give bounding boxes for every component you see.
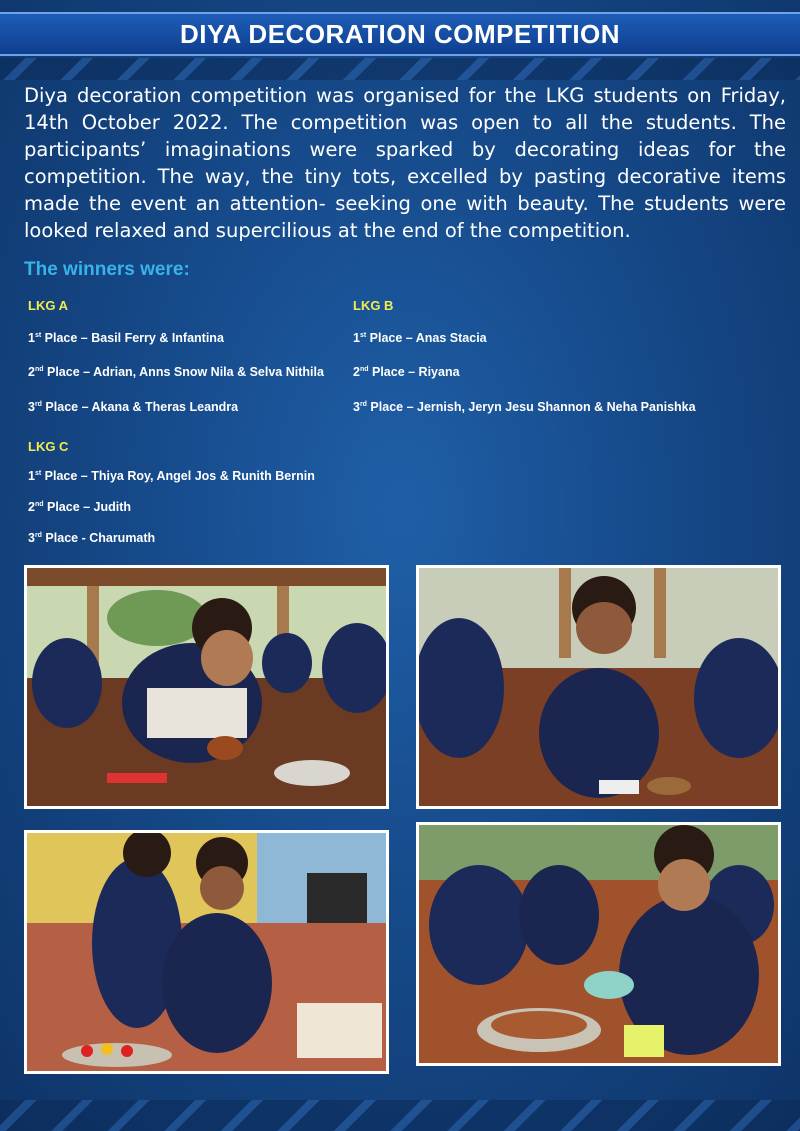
decorative-stripe-bottom (0, 1100, 800, 1131)
place-lkg-a-2: 2nd Place – Adrian, Anns Snow Nila & Selva Nithila (28, 365, 324, 379)
group-label-lkg-b: LKG B (353, 298, 394, 313)
photo-children-working (24, 830, 389, 1074)
winners-heading: The winners were: (24, 259, 190, 280)
title-bar (0, 12, 800, 56)
intro-paragraph: Diya decoration competition was organised for the LKG students on Friday, 14th October 2022. The competition was open to all the students. The participants’ imaginations were sparked by decorating ideas for the competition. The way, the tiny tots, excelled by pasting decorative items made the event an attention- seeking one with beauty. The students were looked relaxed and supercilious at the end of the competition. (24, 84, 786, 242)
group-label-lkg-a: LKG A (28, 298, 68, 313)
decorative-stripe-top (0, 58, 800, 80)
place-lkg-c-2: 2nd Place – Judith (28, 500, 132, 514)
place-lkg-a-1: 1st Place – Basil Ferry & Infantina (28, 331, 224, 345)
place-lkg-a-3: 3rd Place – Akana & Theras Leandra (28, 400, 239, 414)
place-lkg-c-3: 3rd Place - Charumath (28, 531, 156, 545)
place-lkg-c-1: 1st Place – Thiya Roy, Angel Jos & Runith Bernin (28, 469, 315, 483)
group-label-lkg-c: LKG C (28, 439, 69, 454)
place-lkg-b-2: 2nd Place – Riyana (353, 365, 460, 379)
page-title: DIYA DECORATION COMPETITION (179, 19, 621, 49)
photo-girl-decorating-diya (24, 565, 389, 809)
place-lkg-b-3: 3rd Place – Jernish, Jeryn Jesu Shannon & Neha Panishka (353, 400, 696, 414)
place-lkg-b-1: 1st Place – Anas Stacia (353, 331, 487, 345)
photo-boy-decorating-diya (416, 565, 781, 809)
photo-girl-with-plate (416, 822, 781, 1066)
